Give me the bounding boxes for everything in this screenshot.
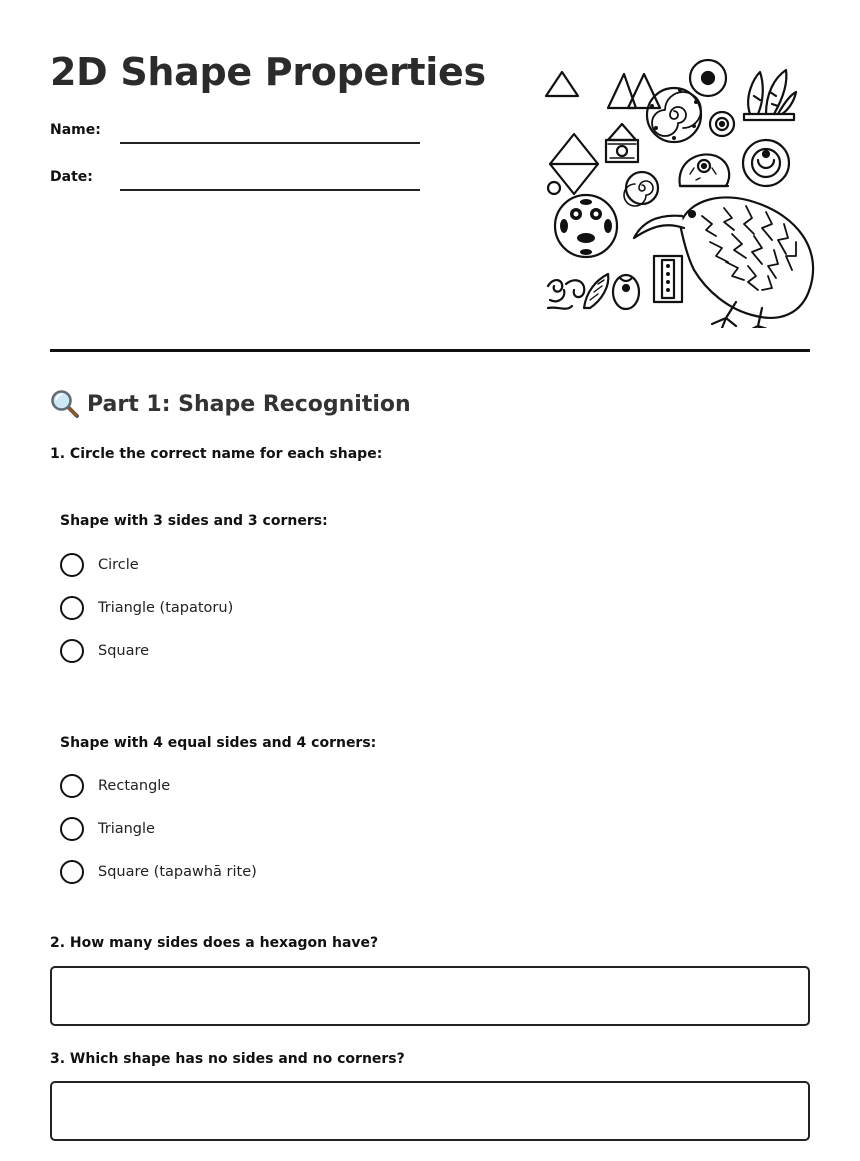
question-2: 2. How many sides does a hexagon have? bbox=[50, 935, 379, 951]
date-field bbox=[50, 169, 420, 193]
page-title: 2D Shape Properties bbox=[50, 50, 486, 94]
option-triangle-tapatoru[interactable] bbox=[60, 596, 233, 620]
part1-heading-text: Part 1: Shape Recognition bbox=[87, 391, 411, 417]
maori-shapes-and-kiwi-illustration-icon bbox=[540, 56, 815, 328]
name-field bbox=[50, 122, 420, 146]
name-label: Name: bbox=[50, 122, 101, 138]
option-circle[interactable] bbox=[60, 553, 139, 577]
radio-circle[interactable] bbox=[60, 774, 84, 798]
radio-circle[interactable] bbox=[60, 553, 84, 577]
date-write-line[interactable] bbox=[120, 189, 420, 191]
option-rectangle[interactable] bbox=[60, 774, 170, 798]
option-label: Square bbox=[98, 643, 150, 659]
question-1: 1. Circle the correct name for each shape: bbox=[50, 446, 383, 462]
option-square[interactable] bbox=[60, 639, 149, 663]
magnifying-glass-icon bbox=[50, 389, 80, 419]
date-label: Date: bbox=[50, 169, 93, 185]
radio-circle[interactable] bbox=[60, 817, 84, 841]
option-label: Triangle bbox=[98, 821, 155, 837]
option-label: Square (tapawhā rite) bbox=[98, 864, 257, 880]
header-divider bbox=[50, 349, 810, 352]
part1-heading bbox=[50, 389, 411, 419]
option-label: Triangle (tapatoru) bbox=[98, 600, 234, 616]
radio-circle[interactable] bbox=[60, 639, 84, 663]
question-3: 3. Which shape has no sides and no corners? bbox=[50, 1051, 405, 1067]
answer-box-question-3[interactable] bbox=[50, 1081, 810, 1141]
question-1a-label: Shape with 3 sides and 3 corners: bbox=[60, 513, 328, 529]
option-triangle[interactable] bbox=[60, 817, 155, 841]
answer-box-question-2[interactable] bbox=[50, 966, 810, 1026]
radio-circle[interactable] bbox=[60, 860, 84, 884]
option-label: Rectangle bbox=[98, 778, 171, 794]
question-1b-label: Shape with 4 equal sides and 4 corners: bbox=[60, 735, 377, 751]
radio-circle[interactable] bbox=[60, 596, 84, 620]
option-label: Circle bbox=[98, 557, 139, 573]
option-square-tapawha-rite[interactable] bbox=[60, 860, 257, 884]
name-write-line[interactable] bbox=[120, 142, 420, 144]
